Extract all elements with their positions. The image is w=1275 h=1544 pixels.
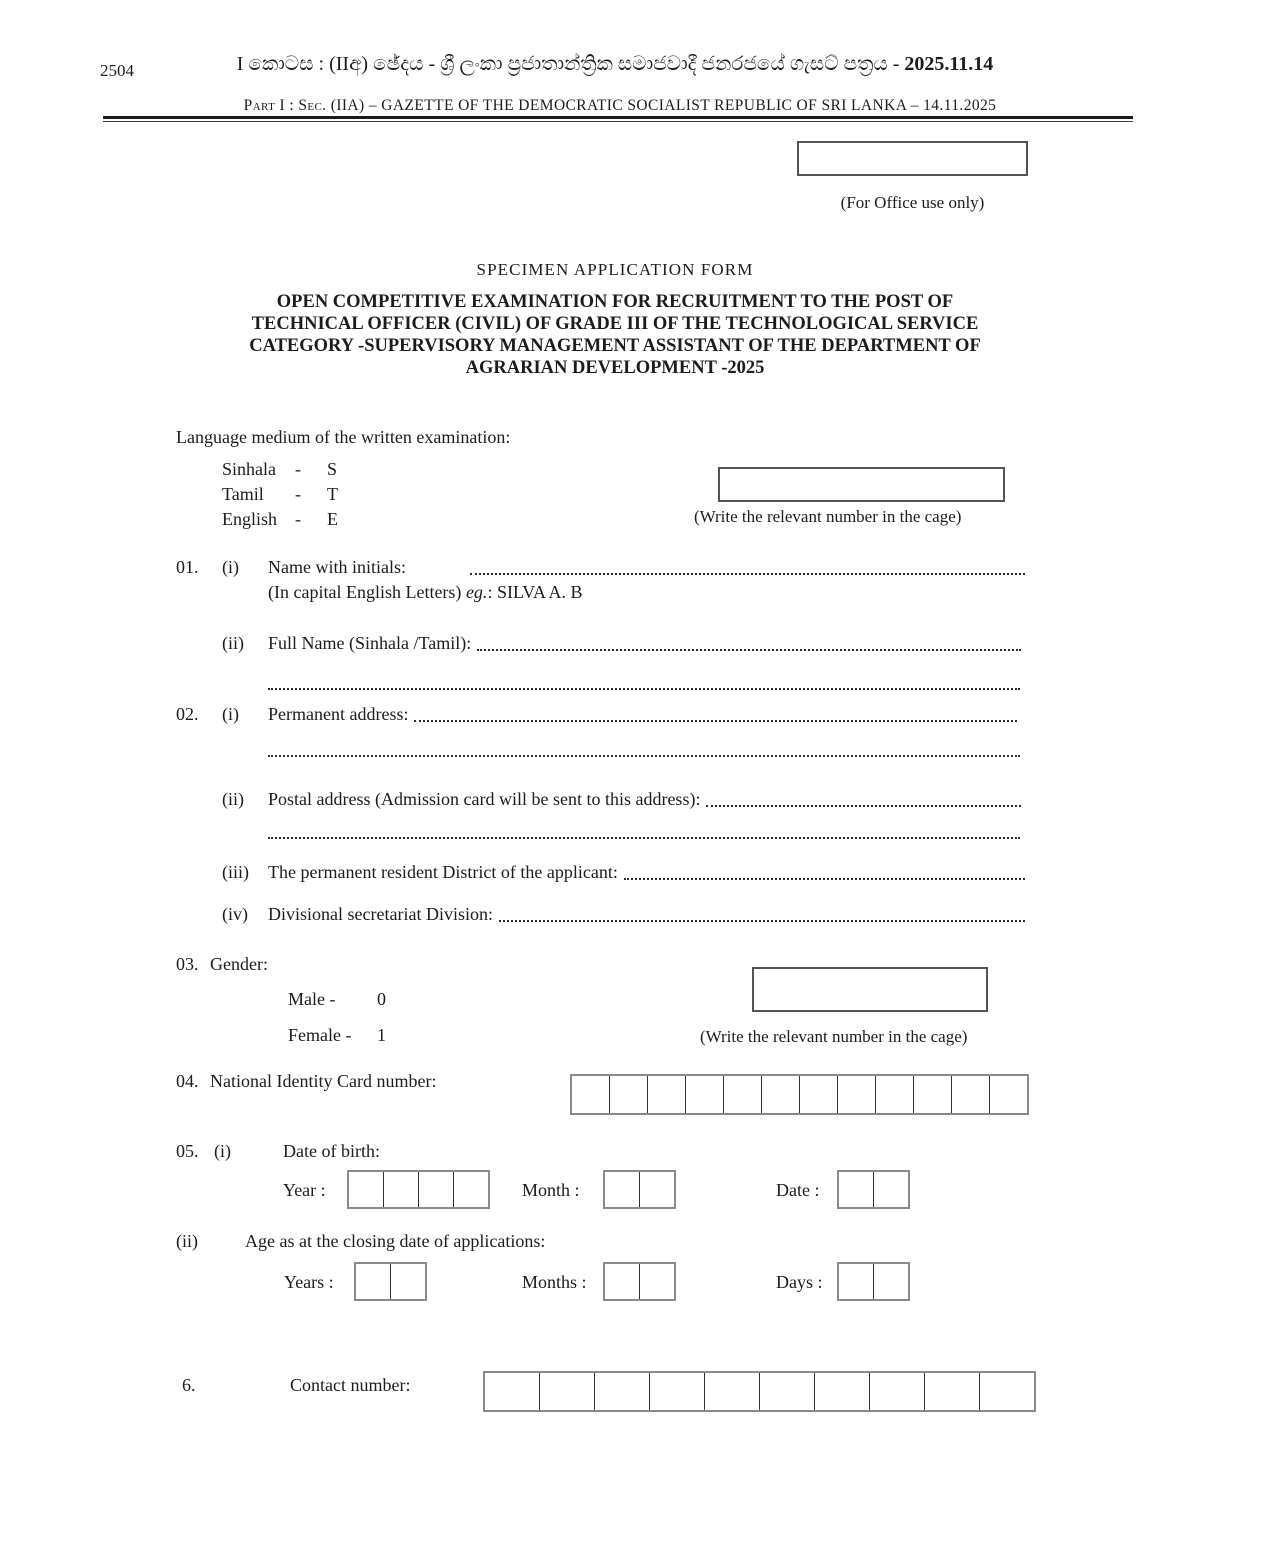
male-option-value: 0 [377,989,386,1009]
language-option-name: Sinhala [222,459,276,479]
grid-cell [839,1264,874,1299]
item-index: (i) [214,1141,231,1161]
months-label: Months : [522,1272,587,1292]
permanent-address-label: Permanent address: [268,704,409,724]
grid-cell [391,1264,425,1299]
field-postal-address [176,789,1021,810]
dotted-line [268,672,1020,690]
field-divisional-secretariat [176,904,1025,925]
item-number: 02. [176,704,199,724]
grid-cell [874,1172,908,1207]
contact-number-label: Contact number: [290,1375,411,1395]
date-grid [837,1170,910,1209]
contact-grid [483,1371,1036,1412]
nic-label: National Identity Card number: [210,1071,437,1091]
grid-cell [925,1373,980,1410]
note-eg: eg. [465,582,488,602]
item-number: 01. [176,557,199,577]
month-grid [603,1170,676,1209]
item-number [176,862,222,883]
item-index: (iv) [222,904,248,924]
grid-cell [724,1076,762,1113]
grid-cell [349,1172,384,1207]
office-use-caption: (For Office use only) [840,193,985,212]
days-grid [837,1262,910,1301]
page-number: 2504 [100,61,134,80]
grid-cell [815,1373,870,1410]
divisional-secretariat-label: Divisional secretariat Division: [268,904,493,924]
field-contact-number [182,1375,410,1396]
item-number: 03. [176,954,199,974]
female-option-label: Female - [288,1025,352,1045]
grid-cell [760,1373,815,1410]
field-resident-district [176,862,1025,883]
item-index: (iii) [222,862,249,882]
grid-cell [914,1076,952,1113]
grid-cell [356,1264,391,1299]
year-label: Year : [283,1180,326,1200]
postal-address-label: Postal address (Admission card will be sent to this address): [268,789,701,809]
language-option-sinhala [222,459,337,480]
exam-title [35,291,1195,379]
grid-cell [540,1373,595,1410]
dotted-line [470,573,1025,575]
dotted-line [477,649,1021,651]
exam-title-line: OPEN COMPETITIVE EXAMINATION FOR RECRUITMENT TO THE POST OF [276,292,954,312]
grid-cell [640,1172,674,1207]
office-use-box [797,141,1028,176]
item-index: (ii) [222,633,244,653]
language-option-code: S [327,459,338,479]
grid-cell [980,1373,1034,1410]
item-number: 04. [176,1071,199,1091]
exam-title-line: CATEGORY -SUPERVISORY MANAGEMENT ASSISTANT OF THE DEPARTMENT OF [249,336,981,356]
item-number [176,904,222,925]
language-option-code: E [327,509,338,529]
male-option-label: Male - [288,989,336,1009]
gender-cage-instruction: (Write the relevant number in the cage) [700,1027,968,1046]
resident-district-label: The permanent resident District of the applicant: [268,862,618,882]
header-english: Part I : Sec. (IIA) – GAZETTE OF THE DEMOCRATIC SOCIALIST REPUBLIC OF SRI LANKA – 14.11.2025 [243,97,997,114]
grid-cell [705,1373,760,1410]
language-option-dash: - [295,459,301,479]
days-label: Days : [776,1272,823,1292]
gender-option-female [288,1025,386,1046]
dotted-line [499,920,1025,922]
grid-cell [610,1076,648,1113]
grid-cell [874,1264,908,1299]
field-name-with-initials [176,557,1025,578]
grid-cell [876,1076,914,1113]
language-option-tamil [222,484,338,505]
header-sinhala-text: I කොටස : (IIඅ) ඡේදය - ශ්‍රී ලංකා ප්‍රජාතාන්ත්‍රික සමාජවාදී ජනරජයේ ගැසට් පත්‍රය - [236,53,905,75]
grid-cell [485,1373,540,1410]
grid-cell [648,1076,686,1113]
item-number [176,789,222,810]
language-option-english [222,509,338,530]
grid-cell [640,1264,674,1299]
capital-letters-note [268,582,582,603]
exam-title-line: AGRARIAN DEVELOPMENT -2025 [465,358,765,378]
grid-cell [762,1076,800,1113]
grid-cell [572,1076,610,1113]
years-label: Years : [284,1272,334,1292]
gender-option-male [288,989,386,1010]
age-label: Age as at the closing date of applications: [245,1231,546,1251]
grid-cell [870,1373,925,1410]
form-title: SPECIMEN APPLICATION FORM [476,260,754,279]
note-example: : SILVA A. B [487,582,583,602]
full-name-label: Full Name (Sinhala /Tamil): [268,633,472,653]
grid-cell [595,1373,650,1410]
item-number [176,633,222,654]
spacer [406,557,464,578]
months-grid [603,1262,676,1301]
date-label: Date : [776,1180,820,1200]
item-index: (ii) [222,789,244,809]
header-sinhala-date: 2025.11.14 [904,53,994,75]
language-option-dash: - [295,509,301,529]
dotted-line [624,878,1025,880]
language-option-name: English [222,509,278,529]
grid-cell [686,1076,724,1113]
grid-cell [384,1172,419,1207]
language-option-name: Tamil [222,484,264,504]
month-label: Month : [522,1180,580,1200]
grid-cell [839,1172,874,1207]
grid-cell [605,1172,640,1207]
field-nic-number [176,1071,436,1092]
nic-grid [570,1074,1029,1115]
dotted-line [268,821,1020,839]
grid-cell [454,1172,488,1207]
language-option-dash: - [295,484,301,504]
grid-cell [838,1076,876,1113]
field-gender [176,954,268,975]
female-option-value: 1 [377,1025,386,1045]
gender-label: Gender: [210,954,268,974]
field-full-name [176,633,1021,654]
exam-title-line: TECHNICAL OFFICER (CIVIL) OF GRADE III OF THE TECHNOLOGICAL SERVICE [251,314,979,334]
field-date-of-birth [176,1141,380,1162]
grid-cell [650,1373,705,1410]
grid-cell [952,1076,990,1113]
year-grid [347,1170,490,1209]
grid-cell [605,1264,640,1299]
item-number: 6. [182,1375,196,1395]
language-cage-instruction: (Write the relevant number in the cage) [694,507,962,526]
dotted-line [268,739,1020,757]
item-index: (i) [222,704,239,724]
dotted-line [706,805,1021,807]
note-prefix: (In capital English Letters) [268,582,466,602]
header-sinhala [40,53,1190,76]
grid-cell [419,1172,454,1207]
item-index: (ii) [176,1231,198,1251]
language-medium-label: Language medium of the written examination: [176,427,511,447]
field-permanent-address [176,704,1017,725]
header-rule [103,116,1133,122]
field-age-at-closing [176,1231,545,1252]
name-with-initials-label: Name with initials: [268,557,406,577]
item-number: 05. [176,1141,199,1161]
grid-cell [800,1076,838,1113]
language-option-code: T [327,484,338,504]
grid-cell [990,1076,1027,1113]
item-index: (i) [222,557,239,577]
years-grid [354,1262,427,1301]
dotted-line [414,720,1017,722]
dob-label: Date of birth: [283,1141,380,1161]
language-cage [718,467,1005,502]
gender-cage [752,967,988,1012]
